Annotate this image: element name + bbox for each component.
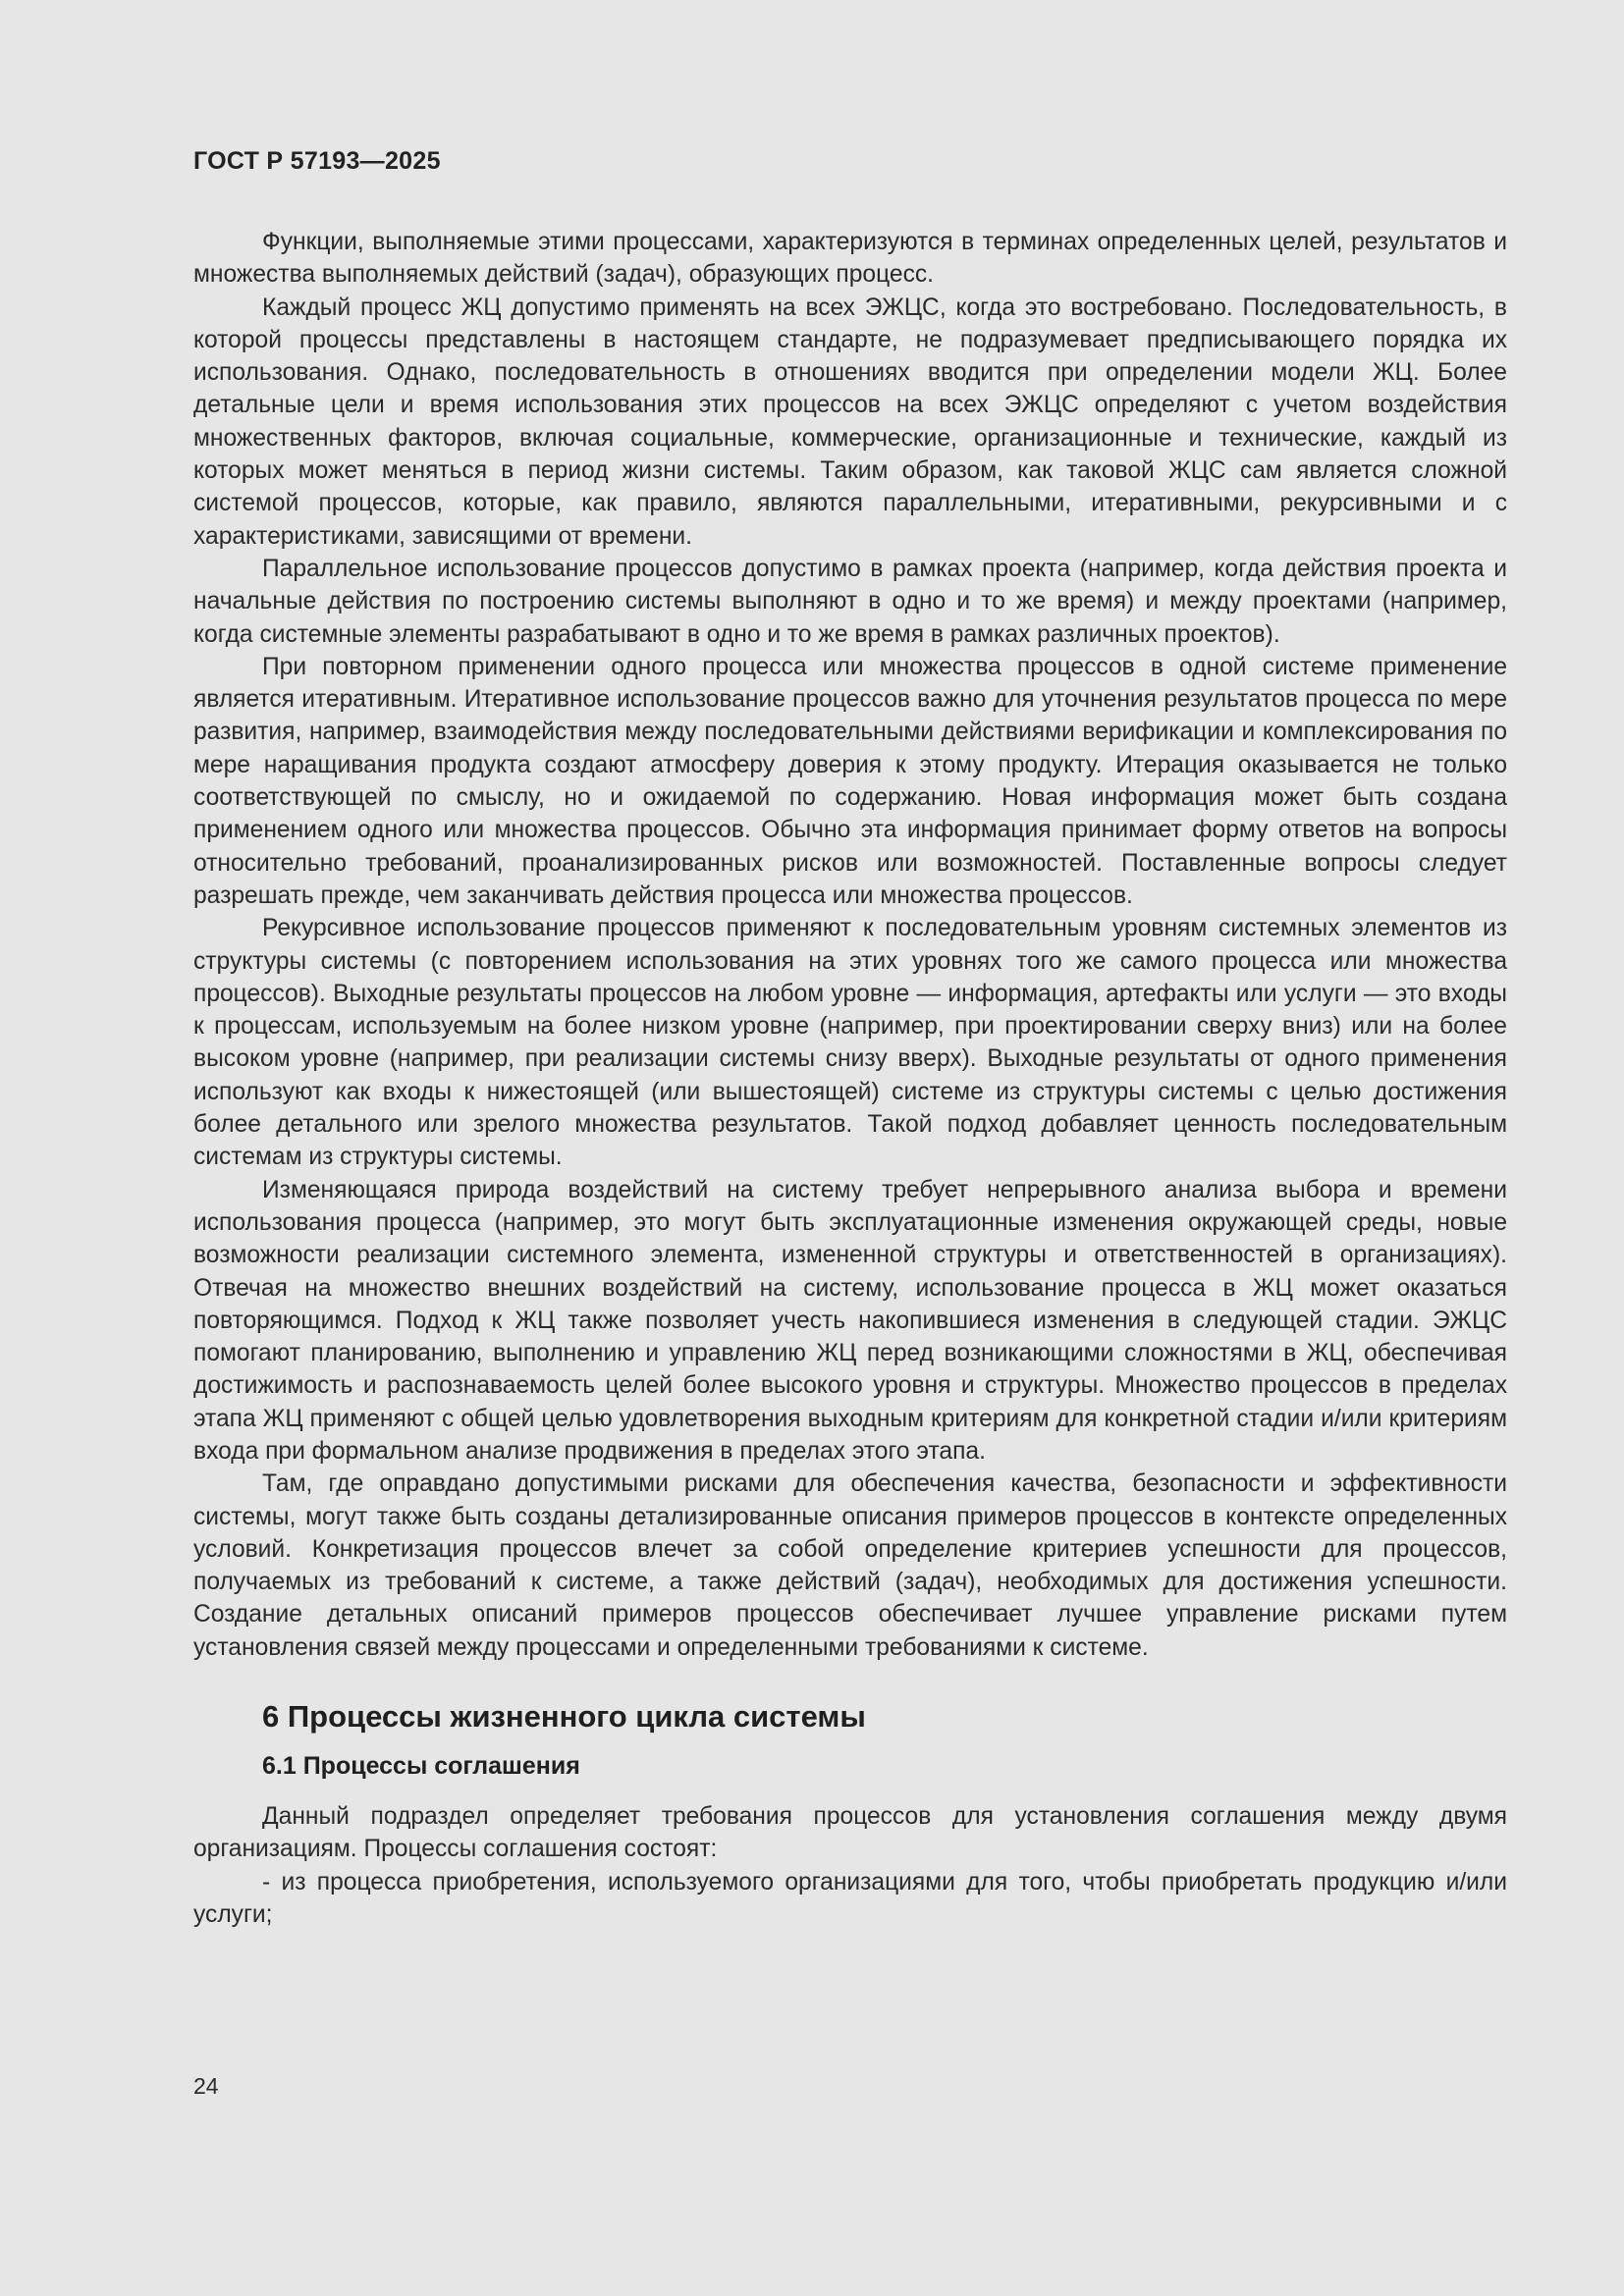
section-heading: 6 Процессы жизненного цикла системы	[262, 1699, 866, 1735]
document-body	[193, 226, 1507, 1931]
spacer	[193, 1783, 1507, 1800]
paragraph: Каждый процесс ЖЦ допустимо применять на всех ЭЖЦС, когда это востребовано. Последовательность, в которой процессы представлены в настоящем стандарте, не подразумевает предписывающего порядка их использования. Однако, последовательность в отношениях вводится при определении модели ЖЦ. Более детальные цели и время использования этих процессов на всех ЭЖЦС определяют с учетом воздействия множественных факторов, включая социальные, коммерческие, организационные и технические, каждый из которых может меняться в период жизни системы. Таким образом, как таковой ЖЦС сам является сложной системой процессов, которые, как правило, являются параллельными, итеративными, рекурсивными и с характеристиками, зависящими от времени.	[193, 294, 1507, 550]
paragraph: Изменяющаяся природа воздействий на систему требует непрерывного анализа выбора и времени использования процесса (например, это могут быть эксплуатационные изменения окружающей среды, новые возможности реализации системного элемента, измененной структуры и ответственностей в организациях). Отвечая на множество внешних воздействий на систему, использование процесса в ЖЦ может оказаться повторяющимся. Подход к ЖЦ также позволяет учесть накопившиеся изменения в следующей стадии. ЭЖЦС помогают планированию, выполнению и управлению ЖЦ перед возникающими сложностями в ЖЦ, обеспечивая достижимость и распознаваемость целей более высокого уровня и структуры. Множество процессов в пределах этапа ЖЦ применяют с общей целью удовлетворения выходным критериям для конкретной стадии и/или критериям входа при формальном анализе продвижения в пределах этого этапа.	[193, 1176, 1507, 1465]
paragraph: Параллельное использование процессов допустимо в рамках проекта (например, когда действия проекта и начальные действия по построению системы выполняют в одно и то же время) и между проектами (например, когда системные элементы разрабатывают в одно и то же время в рамках различных проектов).	[193, 555, 1507, 648]
paragraph: Данный подраздел определяет требования процессов для установления соглашения между двумя организациям. Процессы соглашения состоят:	[193, 1803, 1507, 1863]
spacer	[193, 1736, 1507, 1750]
page-number: 24	[193, 2073, 219, 2099]
document-header-standard-id: ГОСТ Р 57193—2025	[193, 147, 441, 175]
paragraph: Функции, выполняемые этими процессами, характеризуются в терминах определенных целей, результатов и множества выполняемых действий (задач), образующих процесс.	[193, 229, 1507, 289]
paragraph: При повторном применении одного процесса или множества процессов в одной системе применение является итеративным. Итеративное использование процессов важно для уточнения результатов процесса по мере развития, например, взаимодействия между последовательными действиями верификации и комплексирования по мере наращивания продукта создают атмосферу доверия к этому продукту. Итерация оказывается не только соответствующей по смыслу, но и ожидаемой по содержанию. Новая информация может быть создана применением одного или множества процессов. Обычно эта информация принимает форму ответов на вопросы относительно требований, проанализированных рисков или возможностей. Поставленные вопросы следует разрешать прежде, чем заканчивать действия процесса или множества процессов.	[193, 653, 1507, 909]
paragraph: Там, где оправдано допустимыми рисками для обеспечения качества, безопасности и эффективности системы, могут также быть созданы детализированные описания примеров процессов в контексте определенных условий. Конкретизация процессов влечет за собой определение критериев успешности для процессов, получаемых из требований к системе, а также действий (задач), необходимых для достижения успешности. Создание детальных описаний примеров процессов обеспечивает лучшее управление рисками путем установления связей между процессами и определенными требованиями к системе.	[193, 1470, 1507, 1661]
paragraph: Рекурсивное использование процессов применяют к последовательным уровням системных элементов из структуры системы (с повторением использования на этих уровнях того же самого процесса или множества процессов). Выходные результаты процессов на любом уровне — информация, артефакты или услуги — это входы к процессам, используемым на более низком уровне (например, при проектировании сверху вниз) или на более высоком уровне (например, при реализации системы снизу вверх). Выходные результаты от одного применения используют как входы к нижестоящей (или вышестоящей) системе из структуры системы с целью достижения более детального или зрелого множества результатов. Такой подход добавляет ценность последовательным системам из структуры системы.	[193, 915, 1507, 1171]
list-item: - из процесса приобретения, используемого организациями для того, чтобы приобретать продукцию и/или услуги;	[193, 1868, 1507, 1928]
spacer	[193, 1664, 1507, 1697]
subsection-heading: 6.1 Процессы соглашения	[262, 1752, 580, 1781]
